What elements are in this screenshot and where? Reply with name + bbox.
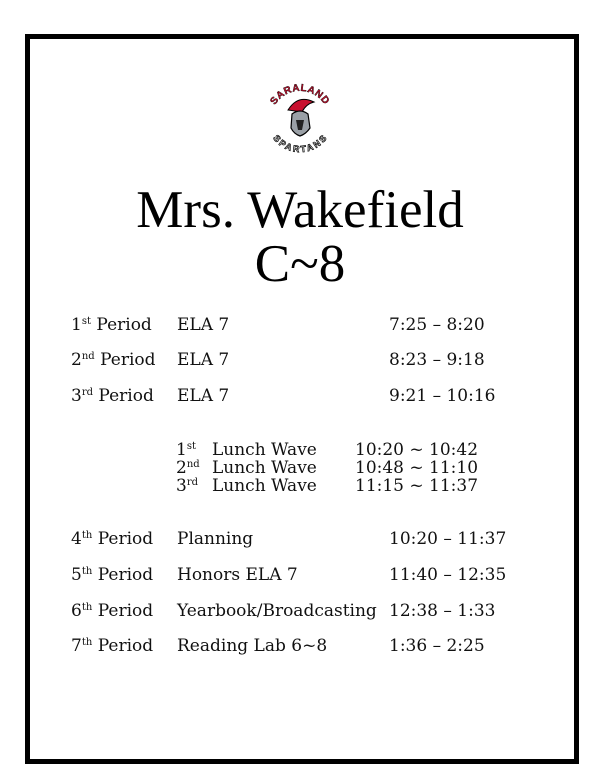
class-name: Planning [177, 529, 254, 549]
schedule-row [0, 350, 600, 374]
period-label: 2nd Period [71, 350, 156, 370]
class-time: 12:38 – 1:33 [389, 601, 496, 621]
page-title: Mrs. Wakefield [136, 181, 464, 239]
lunch-row [0, 458, 600, 478]
period-label: 4th Period [71, 529, 154, 549]
period-label: 7th Period [71, 636, 154, 656]
schedule-row [0, 386, 600, 410]
class-name: ELA 7 [177, 386, 230, 406]
schedule-row [0, 315, 600, 339]
room-number: C~8 [254, 235, 346, 293]
class-time: 9:21 – 10:16 [389, 386, 496, 406]
helmet-crest-icon [288, 99, 314, 112]
lunch-time: 10:20 ~ 10:42 [355, 440, 479, 460]
lunch-row [0, 476, 600, 496]
class-time: 11:40 – 12:35 [389, 565, 507, 585]
logo-top-text: SARALAND [268, 82, 332, 108]
schedule-row [0, 529, 600, 553]
period-label: 1st Period [71, 315, 152, 335]
class-name: ELA 7 [177, 315, 230, 335]
lunch-label: Lunch Wave [212, 440, 317, 460]
class-name: Reading Lab 6~8 [177, 636, 328, 656]
period-label: 3rd Period [71, 386, 154, 406]
period-label: 5th Period [71, 565, 154, 585]
class-time: 1:36 – 2:25 [389, 636, 485, 656]
lunch-ordinal: 3rd [176, 476, 199, 496]
lunch-ordinal: 1st [176, 440, 196, 460]
lunch-label: Lunch Wave [212, 476, 317, 496]
schedule-row [0, 565, 600, 589]
lunch-ordinal: 2nd [176, 458, 200, 478]
class-time: 7:25 – 8:20 [389, 315, 485, 335]
logo-bottom-text: SPARTANS [271, 133, 329, 155]
class-name: ELA 7 [177, 350, 230, 370]
lunch-label: Lunch Wave [212, 458, 317, 478]
class-time: 8:23 – 9:18 [389, 350, 485, 370]
class-time: 10:20 – 11:37 [389, 529, 507, 549]
schedule-row [0, 601, 600, 625]
class-name: Yearbook/Broadcasting [177, 601, 377, 621]
lunch-row [0, 440, 600, 460]
class-name: Honors ELA 7 [177, 565, 298, 585]
lunch-time: 11:15 ~ 11:37 [355, 476, 479, 496]
lunch-time: 10:48 ~ 11:10 [355, 458, 479, 478]
saraland-spartans-logo [262, 82, 338, 158]
period-label: 6th Period [71, 601, 154, 621]
schedule-row [0, 636, 600, 660]
